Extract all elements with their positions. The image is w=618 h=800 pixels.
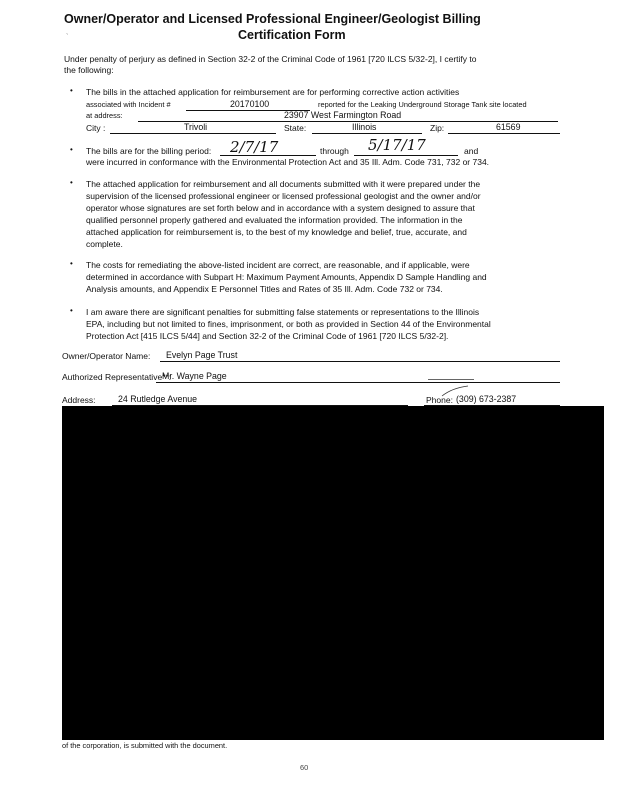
item3-line6: complete.	[86, 239, 123, 249]
owner-address-value[interactable]: 24 Rutledge Avenue	[118, 394, 198, 404]
footer-note: of the corporation, is submitted with the document.	[62, 741, 228, 750]
item4-line1: The costs for remediating the above-listed incident are correct, are reasonable, and if applicable, were	[86, 260, 470, 270]
owner-name-label: Owner/Operator Name:	[62, 351, 151, 361]
site-address-value[interactable]: 23907 West Farmington Road	[284, 110, 402, 120]
item1-line1: The bills in the attached application for reimbursement are for performing corrective action activities	[86, 87, 460, 97]
site-address-label: at address:	[86, 111, 123, 120]
item5-line3: Protection Act [415 ILCS 5/44] and Section 32-2 of the Criminal Code of 1961 [720 ILCS 5/32-2].	[86, 331, 449, 341]
item3-line2: supervision of the licensed professional engineer or licensed professional geologist and the owner and/or	[86, 191, 481, 201]
authorized-rep-label: Authorized Representative**:	[62, 372, 172, 382]
zip-value[interactable]: 61569	[496, 122, 521, 132]
item3-line3: operator whose signatures are set forth below and in accordance with a system designed to assure that	[86, 203, 475, 213]
and-label: and	[464, 146, 479, 156]
bullet-icon: •	[70, 259, 73, 268]
owner-name-value[interactable]: Evelyn Page Trust	[166, 350, 238, 360]
page-mark: 60	[300, 763, 309, 772]
intro-line-1: Under penalty of perjury as defined in Section 32-2 of the Criminal Code of 1961 [720 ILCS 5/32-2], I certify to	[64, 54, 477, 64]
state-value[interactable]: Illinois	[352, 122, 377, 132]
bullet-icon: •	[70, 178, 73, 187]
stray-mark: `	[66, 32, 69, 41]
form-subtitle: Certification Form	[238, 28, 346, 42]
authorized-rep-value[interactable]: Mr. Wayne Page	[162, 371, 227, 381]
phone-value[interactable]: (309) 673-2387	[456, 394, 517, 404]
reported-text: reported for the Leaking Underground Storage Tank site located	[318, 100, 527, 109]
bullet-icon: •	[70, 306, 73, 315]
item3-line5: attached application for reimbursement is, to the best of my knowledge and belief, true, accurate, and	[86, 227, 467, 237]
bullet-icon: •	[70, 145, 73, 154]
zip-label: Zip:	[430, 123, 445, 133]
form-title: Owner/Operator and Licensed Professional Engineer/Geologist Billing	[64, 12, 481, 26]
incident-value[interactable]: 20170100	[230, 99, 270, 109]
item2-line2: were incurred in conformance with the Environmental Protection Act and 35 Ill. Adm. Code 731, 732 or 734.	[86, 157, 490, 167]
item3-line1: The attached application for reimbursement and all documents submitted with it were prepared under the	[86, 179, 481, 189]
redacted-block	[62, 406, 604, 740]
incident-label: associated with Incident #	[86, 100, 171, 109]
billing-start-date[interactable]: 2/7/17	[230, 138, 279, 156]
item3-line4: qualified personnel properly gathered and evaluated the information provided. The information in the	[86, 215, 463, 225]
intro-line-2: the following:	[64, 65, 114, 75]
through-label: through	[320, 146, 349, 156]
item4-line3: Analysis amounts, and Appendix E Personnel Titles and Rates of 35 Ill. Adm. Code 732 or 734.	[86, 284, 443, 294]
item5-line1: I am aware there are significant penalties for submitting false statements or representations to the Illinois	[86, 307, 480, 317]
city-value[interactable]: Trivoli	[184, 122, 208, 132]
item5-line2: EPA, including but not limited to fines, imprisonment, or both as provided in Section 44 of the Environmental	[86, 319, 491, 329]
owner-address-label: Address:	[62, 395, 96, 405]
bullet-icon: •	[70, 86, 73, 95]
item4-line2: determined in accordance with Subpart H: Maximum Payment Amounts, Appendix D Sample Handling and	[86, 272, 487, 282]
billing-period-label: The bills are for the billing period:	[86, 146, 212, 156]
pen-stroke-mark	[440, 384, 470, 398]
billing-end-date[interactable]: 5/17/17	[368, 136, 426, 154]
state-label: State:	[284, 123, 307, 133]
city-label: City :	[86, 123, 106, 133]
phone-label: Phone:	[426, 395, 453, 405]
